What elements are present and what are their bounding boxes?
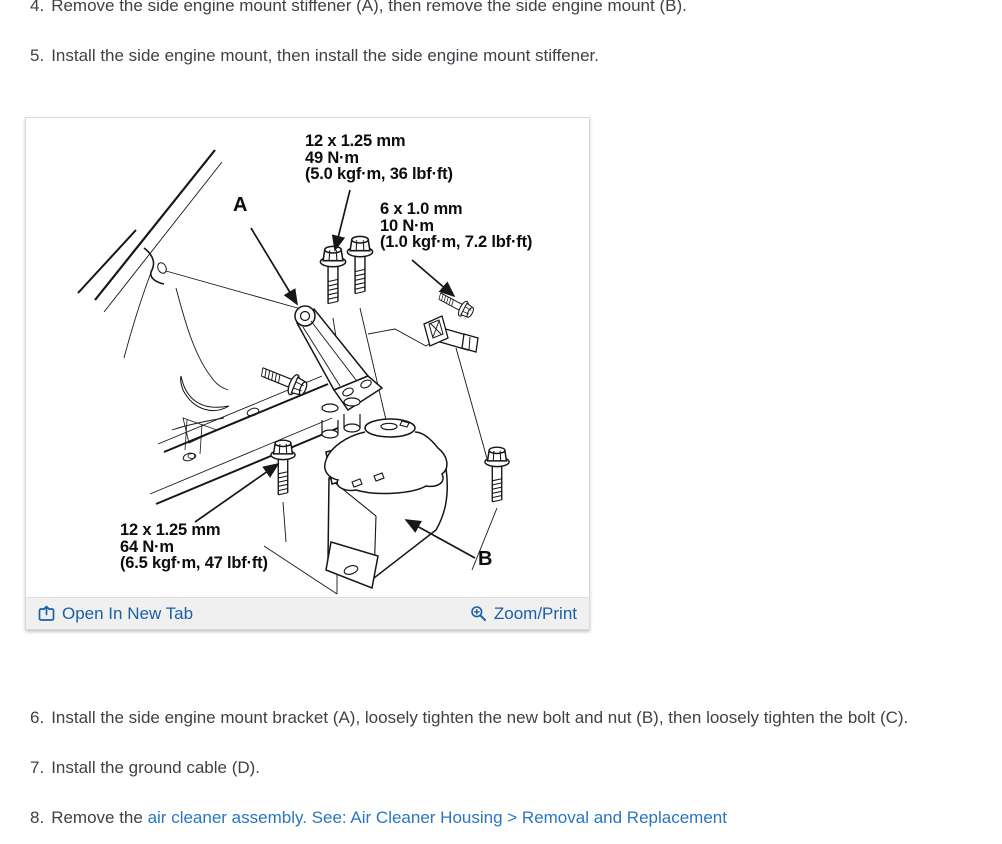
step-text: Install the side engine mount, then install the side engine mount stiffener. [51, 46, 600, 65]
step-7 [30, 758, 260, 778]
zoom-print-label: Zoom/Print [493, 603, 577, 623]
step-number: 6. [30, 708, 45, 727]
part-label-a: A [233, 194, 248, 216]
step-4 [30, 0, 687, 16]
step-number: 5. [30, 46, 45, 65]
step-text: Remove the side engine mount stiffener (A), then remove the side engine mount (B). [51, 0, 687, 15]
engine-mount-figure [25, 117, 590, 630]
step-text: Install the side engine mount bracket (A), loosely tighten the new bolt and nut (B), then loosely tighten the bolt (C). [51, 708, 909, 727]
step-number: 4. [30, 0, 45, 15]
zoom-print-link[interactable] [470, 604, 577, 624]
step-6 [30, 708, 908, 728]
step-8 [30, 808, 727, 828]
air-cleaner-assembly-link[interactable]: air cleaner assembly. See: Air Cleaner Housing > Removal and Replacement [147, 808, 727, 827]
figure-toolbar [26, 597, 589, 629]
open-in-new-tab-icon [38, 605, 55, 622]
torque-spec-lower-bolt: 12 x 1.25 mm 64 N·m (6.5 kgf·m, 47 lbf·ft) [120, 521, 268, 572]
step-5 [30, 46, 599, 66]
engine-mount-line-art [26, 118, 589, 597]
open-in-new-tab-link[interactable] [38, 604, 193, 624]
step-number: 7. [30, 758, 45, 777]
step-text: Install the ground cable (D). [51, 758, 261, 777]
part-label-b: B [478, 548, 493, 570]
torque-spec-upper-bolt: 12 x 1.25 mm 49 N·m (5.0 kgf·m, 36 lbf·ft) [305, 132, 453, 183]
step-number: 8. [30, 808, 45, 827]
step-text: Remove the [51, 808, 148, 827]
magnifier-plus-icon [470, 605, 487, 622]
open-in-new-tab-label: Open In New Tab [62, 603, 194, 623]
torque-spec-ground-bolt: 6 x 1.0 mm 10 N·m (1.0 kgf·m, 7.2 lbf·ft) [380, 200, 533, 251]
engine-mount-diagram [26, 118, 589, 597]
